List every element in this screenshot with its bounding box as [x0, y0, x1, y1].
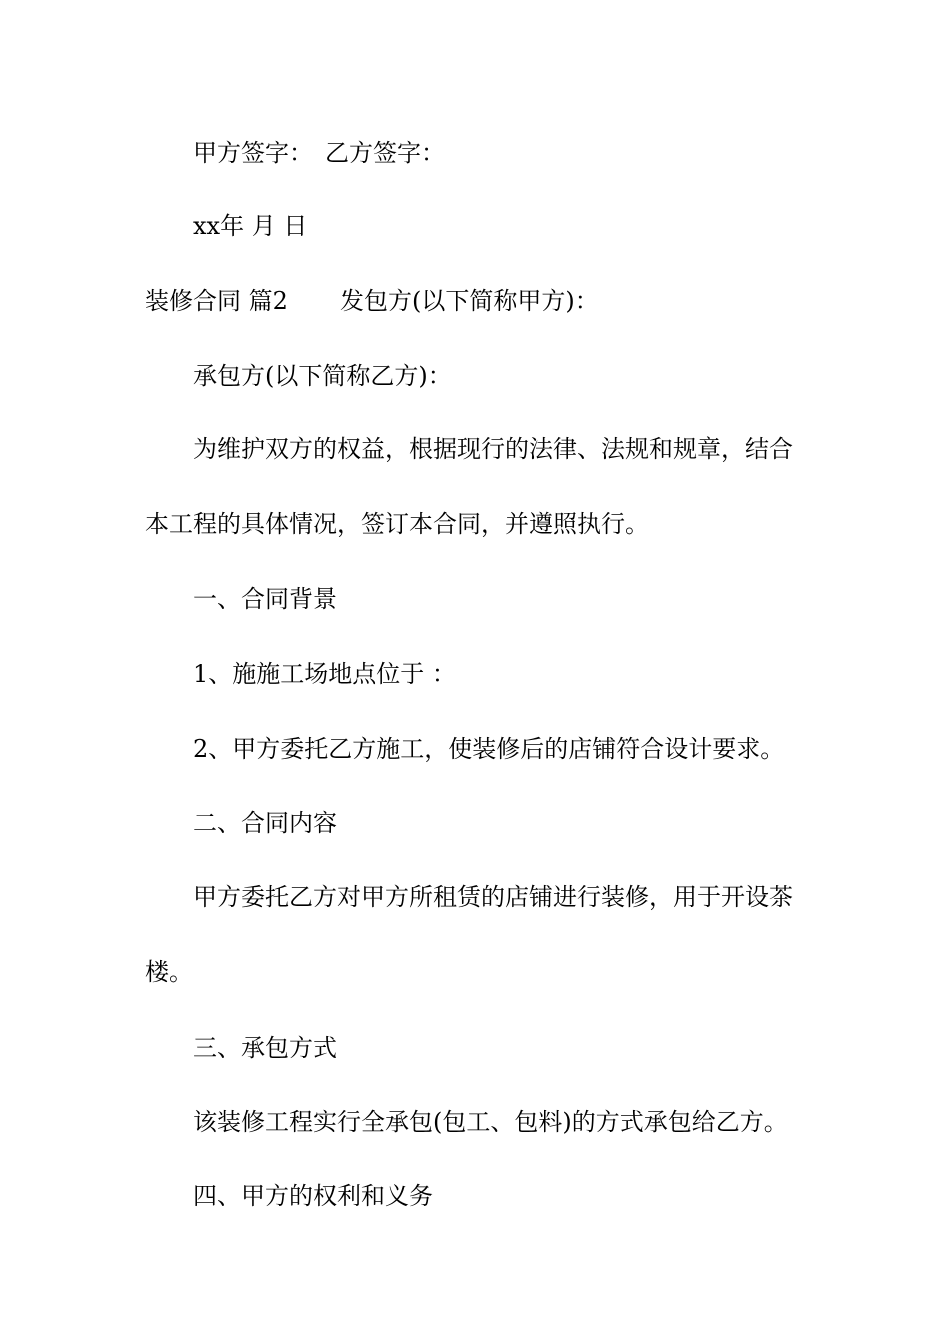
- contractor-line: 承包方(以下简称乙方)：: [193, 362, 452, 390]
- client-line: 发包方(以下简称甲方)：: [340, 287, 599, 315]
- paragraph-line: 楼。: [145, 958, 193, 986]
- preamble-line-1: 为维护双方的权益，根据现行的法律、法规和规章，结合: [193, 435, 793, 463]
- party-a-signature-label: 甲方签字：: [193, 139, 313, 167]
- list-item: 2、甲方委托乙方施工，使装修后的店铺符合设计要求。: [193, 735, 785, 763]
- section-heading: 四、甲方的权利和义务: [193, 1182, 433, 1210]
- list-item: 1、施施工场地点位于 ：: [193, 660, 456, 688]
- section-title: 装修合同 篇2: [145, 287, 288, 315]
- section-heading: 二、合同内容: [193, 809, 337, 837]
- paragraph-line: 该装修工程实行全承包(包工、包料)的方式承包给乙方。: [193, 1108, 788, 1136]
- date-line: xx年 月 日: [193, 212, 308, 240]
- party-b-signature-label: 乙方签字：: [325, 139, 445, 167]
- section-heading: 一、合同背景: [193, 585, 337, 613]
- paragraph-line: 甲方委托乙方对甲方所租赁的店铺进行装修，用于开设茶: [193, 883, 793, 911]
- preamble-line-2: 本工程的具体情况，签订本合同，并遵照执行。: [145, 510, 649, 538]
- section-heading: 三、承包方式: [193, 1034, 337, 1062]
